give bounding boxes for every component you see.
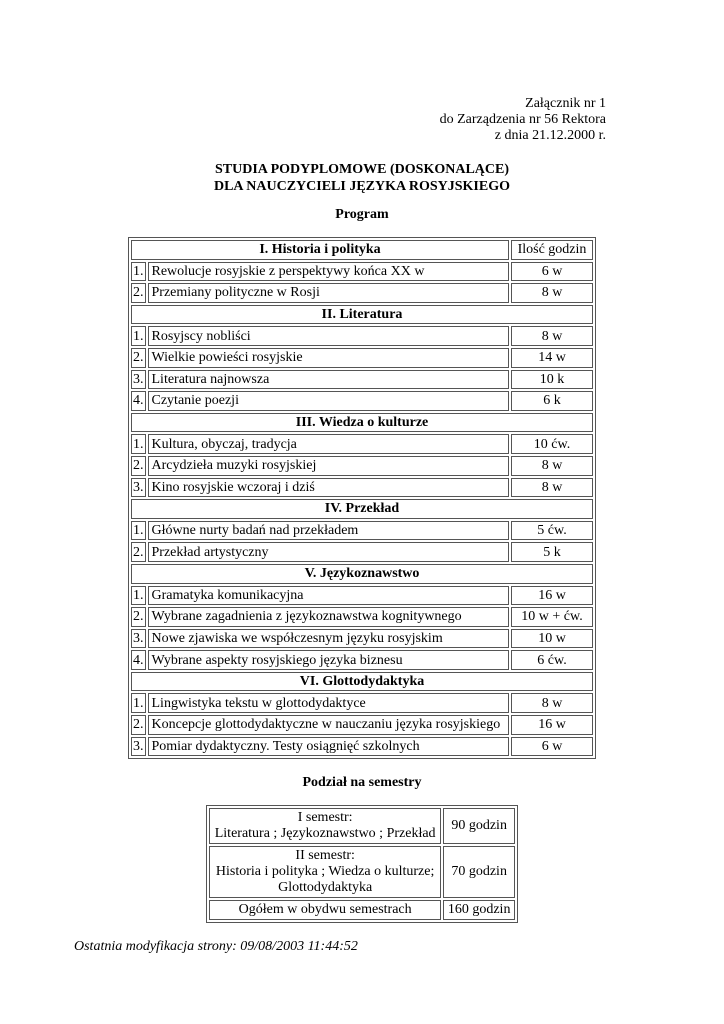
- course-hours: 6 ćw.: [511, 650, 593, 670]
- item-number: 2.: [131, 456, 146, 476]
- course-hours: 8 w: [511, 326, 593, 346]
- annex-line-1: Załącznik nr 1: [525, 96, 606, 111]
- course-hours: 5 k: [511, 542, 593, 562]
- item-number: 3.: [131, 370, 146, 390]
- course-name: Wybrane zagadnienia z językoznawstwa kognitywnego: [148, 607, 510, 627]
- course-name: Kino rosyjskie wczoraj i dziś: [148, 478, 510, 498]
- semester-line: I semestr:: [297, 810, 353, 825]
- table-row: [131, 693, 593, 713]
- section-header-row: [131, 413, 593, 433]
- document-heading: [0, 161, 724, 195]
- table-row: [131, 715, 593, 735]
- item-number: 3.: [131, 478, 146, 498]
- course-hours: 14 w: [511, 348, 593, 368]
- course-name: Gramatyka komunikacyjna: [148, 586, 510, 606]
- annex-reference: [440, 96, 606, 144]
- table-row: [131, 478, 593, 498]
- section-header-row: [131, 305, 593, 325]
- semester-description: [209, 900, 441, 920]
- section-header-row: [131, 240, 593, 260]
- table-row: [131, 370, 593, 390]
- section-title: VI. Glottodydaktyka: [131, 672, 593, 692]
- heading-line-1: STUDIA PODYPLOMOWE (DOSKONALĄCE): [214, 162, 510, 177]
- table-row: [131, 737, 593, 757]
- table-row: [131, 391, 593, 411]
- table-row: [131, 521, 593, 541]
- annex-line-3: z dnia 21.12.2000 r.: [494, 128, 606, 143]
- item-number: 3.: [131, 629, 146, 649]
- item-number: 2.: [131, 715, 146, 735]
- course-name: Rewolucje rosyjskie z perspektywy końca XX w: [148, 262, 510, 282]
- course-name: Główne nurty badań nad przekładem: [148, 521, 510, 541]
- course-name: Wielkie powieści rosyjskie: [148, 348, 510, 368]
- section-title: II. Literatura: [131, 305, 593, 325]
- section-header-row: [131, 672, 593, 692]
- course-hours: 10 ćw.: [511, 434, 593, 454]
- item-number: 2.: [131, 283, 146, 303]
- item-number: 4.: [131, 391, 146, 411]
- semester-line: Historia i polityka ; Wiedza o kulturze;: [215, 864, 435, 879]
- course-name: Pomiar dydaktyczny. Testy osiągnięć szkolnych: [148, 737, 510, 757]
- course-name: Kultura, obyczaj, tradycja: [148, 434, 510, 454]
- course-hours: 10 k: [511, 370, 593, 390]
- table-row: [131, 262, 593, 282]
- table-row: [131, 586, 593, 606]
- course-name: Koncepcje glottodydaktyczne w nauczaniu języka rosyjskiego: [148, 715, 510, 735]
- semester-hours: 70 godzin: [443, 846, 515, 898]
- table-row: [131, 650, 593, 670]
- program-title: Program: [335, 207, 389, 222]
- course-hours: 16 w: [511, 715, 593, 735]
- course-hours: 6 w: [511, 262, 593, 282]
- item-number: 4.: [131, 650, 146, 670]
- section-header-row: [131, 499, 593, 519]
- course-name: Przemiany polityczne w Rosji: [148, 283, 510, 303]
- semester-hours: 90 godzin: [443, 808, 515, 844]
- semester-row: [209, 900, 515, 920]
- table-row: [131, 456, 593, 476]
- heading-line-2: DLA NAUCZYCIELI JĘZYKA ROSYJSKIEGO: [213, 179, 510, 194]
- annex-line-2: do Zarządzenia nr 56 Rektora: [439, 112, 606, 127]
- item-number: 1.: [131, 693, 146, 713]
- table-row: [131, 326, 593, 346]
- course-hours: 6 w: [511, 737, 593, 757]
- semester-description: [209, 808, 441, 844]
- table-row: [131, 542, 593, 562]
- course-name: Literatura najnowsza: [148, 370, 510, 390]
- section-title: IV. Przekład: [131, 499, 593, 519]
- semester-line: Ogółem w obydwu semestrach: [238, 902, 412, 917]
- table-row: [131, 348, 593, 368]
- section-header-row: [131, 564, 593, 584]
- course-name: Arcydzieła muzyki rosyjskiej: [148, 456, 510, 476]
- course-hours: 8 w: [511, 478, 593, 498]
- section-title: I. Historia i polityka: [131, 240, 509, 260]
- semester-line: Glottodydaktyka: [278, 880, 373, 895]
- course-hours: 10 w + ćw.: [511, 607, 593, 627]
- course-hours: 10 w: [511, 629, 593, 649]
- semester-row: [209, 808, 515, 844]
- course-name: Rosyjscy nobliści: [148, 326, 510, 346]
- semester-hours: 160 godzin: [443, 900, 515, 920]
- semester-title: Podział na semestry: [302, 775, 422, 790]
- table-row: [131, 629, 593, 649]
- item-number: 3.: [131, 737, 146, 757]
- item-number: 2.: [131, 607, 146, 627]
- item-number: 1.: [131, 262, 146, 282]
- semester-description: [209, 846, 441, 898]
- item-number: 2.: [131, 348, 146, 368]
- hours-column-header: Ilość godzin: [511, 240, 593, 260]
- course-hours: 6 k: [511, 391, 593, 411]
- item-number: 1.: [131, 434, 146, 454]
- item-number: 1.: [131, 586, 146, 606]
- course-hours: 8 w: [511, 456, 593, 476]
- last-modified-footer: Ostatnia modyfikacja strony: 09/08/2003 11:44:52: [74, 939, 358, 954]
- course-hours: 8 w: [511, 693, 593, 713]
- course-name: Lingwistyka tekstu w glottodydaktyce: [148, 693, 510, 713]
- semester-row: [209, 846, 515, 898]
- table-row: [131, 434, 593, 454]
- course-hours: 16 w: [511, 586, 593, 606]
- course-hours: 8 w: [511, 283, 593, 303]
- section-title: III. Wiedza o kulturze: [131, 413, 593, 433]
- table-row: [131, 607, 593, 627]
- course-hours: 5 ćw.: [511, 521, 593, 541]
- table-row: [131, 283, 593, 303]
- item-number: 2.: [131, 542, 146, 562]
- course-name: Nowe zjawiska we współczesnym języku rosyjskim: [148, 629, 510, 649]
- course-name: Wybrane aspekty rosyjskiego języka biznesu: [148, 650, 510, 670]
- item-number: 1.: [131, 521, 146, 541]
- semester-line: II semestr:: [295, 848, 355, 863]
- item-number: 1.: [131, 326, 146, 346]
- course-name: Czytanie poezji: [148, 391, 510, 411]
- semester-table: [206, 805, 518, 923]
- program-table: [128, 237, 596, 759]
- section-title: V. Językoznawstwo: [131, 564, 593, 584]
- semester-line: Literatura ; Językoznawstwo ; Przekład: [214, 826, 436, 841]
- course-name: Przekład artystyczny: [148, 542, 510, 562]
